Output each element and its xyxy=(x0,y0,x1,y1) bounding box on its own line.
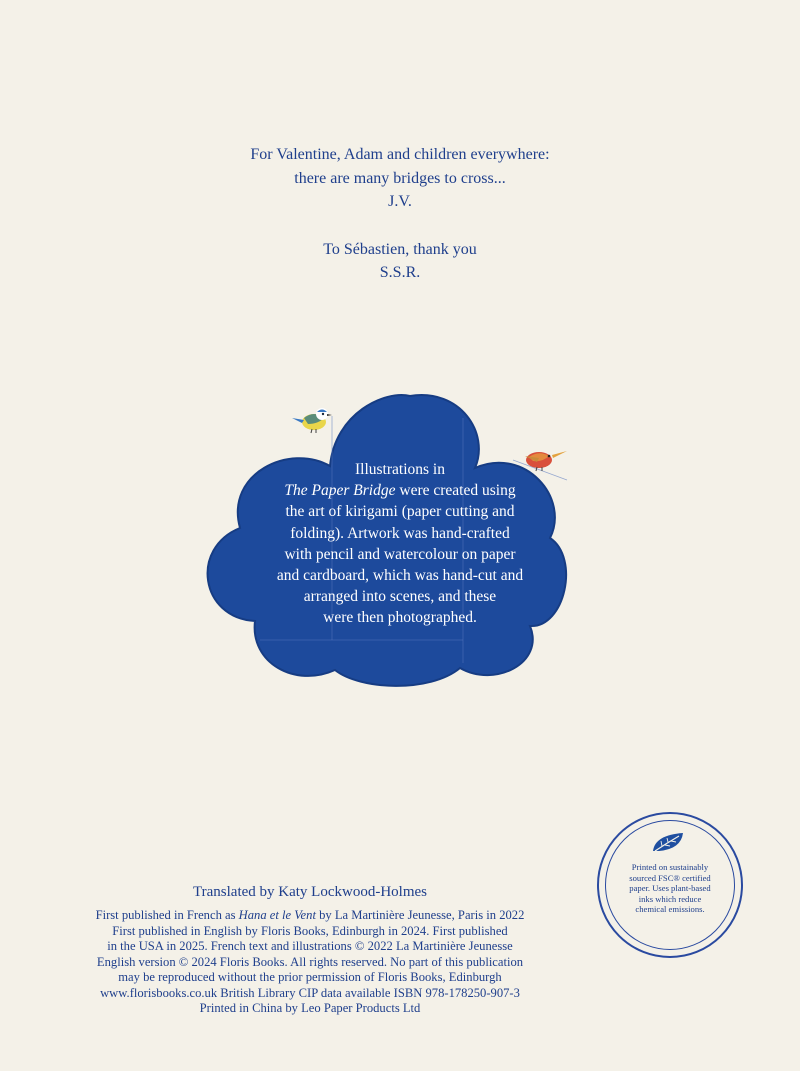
blue-tit-bird-icon xyxy=(290,404,336,434)
note-line: the art of kirigami (paper cutting and xyxy=(285,503,515,521)
original-title: Hana et le Vent xyxy=(238,908,316,922)
imprint-line: First published in English by Floris Books, Edinburgh in 2024. First published xyxy=(112,923,508,938)
note-line: and cardboard, which was hand-cut and xyxy=(276,567,524,585)
dedication-line: For Valentine, Adam and children everywhere: xyxy=(250,146,550,163)
imprint-line: English version © 2024 Floris Books. All rights reserved. No part of this publication xyxy=(96,954,524,969)
imprint-line: Printed in China by Leo Paper Products Ltd xyxy=(199,1001,421,1015)
badge-line: chemical emissions. xyxy=(635,904,705,915)
note-line: Illustrations in xyxy=(355,461,445,478)
imprint-text: by La Martinière Jeunesse, Paris in 2022 xyxy=(315,908,525,922)
illustration-note xyxy=(250,459,550,629)
imprint-line: may be reproduced without the prior permission of Floris Books, Edinburgh xyxy=(118,970,502,984)
note-line: were then photographed. xyxy=(323,609,477,627)
translator-credit: Translated by Katy Lockwood-Holmes xyxy=(193,884,427,900)
dedication-initials: S.S.R. xyxy=(379,264,421,281)
note-title-line xyxy=(250,480,550,501)
badge-line: sourced FSC® certified xyxy=(629,872,711,883)
dedication-initials: J.V. xyxy=(388,193,412,210)
badge-line: inks which reduce xyxy=(638,893,702,904)
badge-text xyxy=(611,862,729,915)
imprint-line: www.florisbooks.co.uk British Library CIP data available ISBN 978-178250-907-3 xyxy=(100,985,520,1000)
badge-line: paper. Uses plant-based xyxy=(629,883,711,894)
imprint-block xyxy=(40,908,580,1017)
leaf-icon xyxy=(649,831,689,855)
note-line: with pencil and watercolour on paper xyxy=(284,545,516,563)
dedication-line: there are many bridges to cross... xyxy=(294,169,506,187)
imprint-line xyxy=(40,908,580,924)
imprint-text: First published in French as xyxy=(95,908,239,922)
book-title: The Paper Bridge xyxy=(284,482,396,500)
note-line: arranged into scenes, and these xyxy=(303,588,497,606)
note-line: were created using xyxy=(395,482,516,500)
badge-line: Printed on sustainably xyxy=(631,862,709,872)
dedication-line: To Sébastien, thank you xyxy=(323,240,477,258)
dedication xyxy=(0,143,800,285)
imprint-line: in the USA in 2025. French text and illustrations © 2022 La Martinière Jeunesse xyxy=(107,939,513,953)
note-line: folding). Artwork was hand-crafted xyxy=(290,524,510,542)
fsc-badge xyxy=(597,812,743,958)
